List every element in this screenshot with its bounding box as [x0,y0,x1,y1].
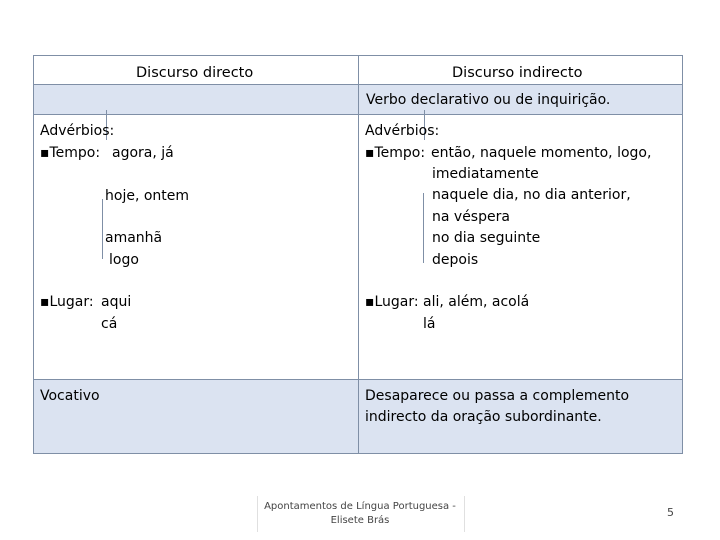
page-number: 5 [667,506,674,519]
verbo-text: Verbo declarativo ou de inquirição. [366,92,611,108]
vocativo-label: Vocativo [40,388,100,404]
row1-cell-left [33,84,359,115]
header-cell-right [358,55,683,85]
comparison-table [33,55,683,454]
tempo-value: logo [109,252,139,268]
tempo-value: imediatamente [432,166,539,182]
tempo-value: amanhã [105,230,163,246]
bracket-line [423,193,424,263]
tempo-label: ▪Tempo: [40,145,101,161]
lugar-value: lá [423,316,436,332]
lugar-value: cá [101,316,118,332]
row1-cell-right [358,84,683,115]
adverbios-title: Advérbios: [40,123,115,139]
vocativo-cell-right [358,379,683,454]
vocativo-desc-line2: indirecto da oração subordinante. [365,409,602,425]
tempo-value: no dia seguinte [432,230,541,246]
vocativo-desc-line1: Desaparece ou passa a complemento [365,388,630,404]
tempo-value: hoje, ontem [105,188,190,204]
adverbios-title: Advérbios: [365,123,440,139]
tempo-value: na véspera [432,209,510,225]
footer [260,500,460,528]
tempo-value: depois [432,252,479,268]
lugar-value: ali, além, acolá [423,294,530,310]
adverbs-cell-left [33,114,359,380]
adverbs-cell-right [358,114,683,380]
tempo-label: ▪Tempo: [365,145,426,161]
lugar-label: ▪Lugar: [365,294,419,310]
lugar-value: aqui [101,294,132,310]
bracket-line [102,199,103,259]
tempo-value: então, naquele momento, logo, [431,145,652,161]
tempo-value: naquele dia, no dia anterior, [432,187,631,203]
header-right: Discurso indirecto [452,65,583,81]
tempo-value: agora, já [112,145,174,161]
header-left: Discurso directo [136,65,254,81]
lugar-label: ▪Lugar: [40,294,94,310]
header-cell-left [33,55,359,85]
vocativo-cell-left [33,379,359,454]
footer-line2: Elisete Brás [330,515,390,526]
footer-line1: Apontamentos de Língua Portuguesa - [264,501,456,512]
